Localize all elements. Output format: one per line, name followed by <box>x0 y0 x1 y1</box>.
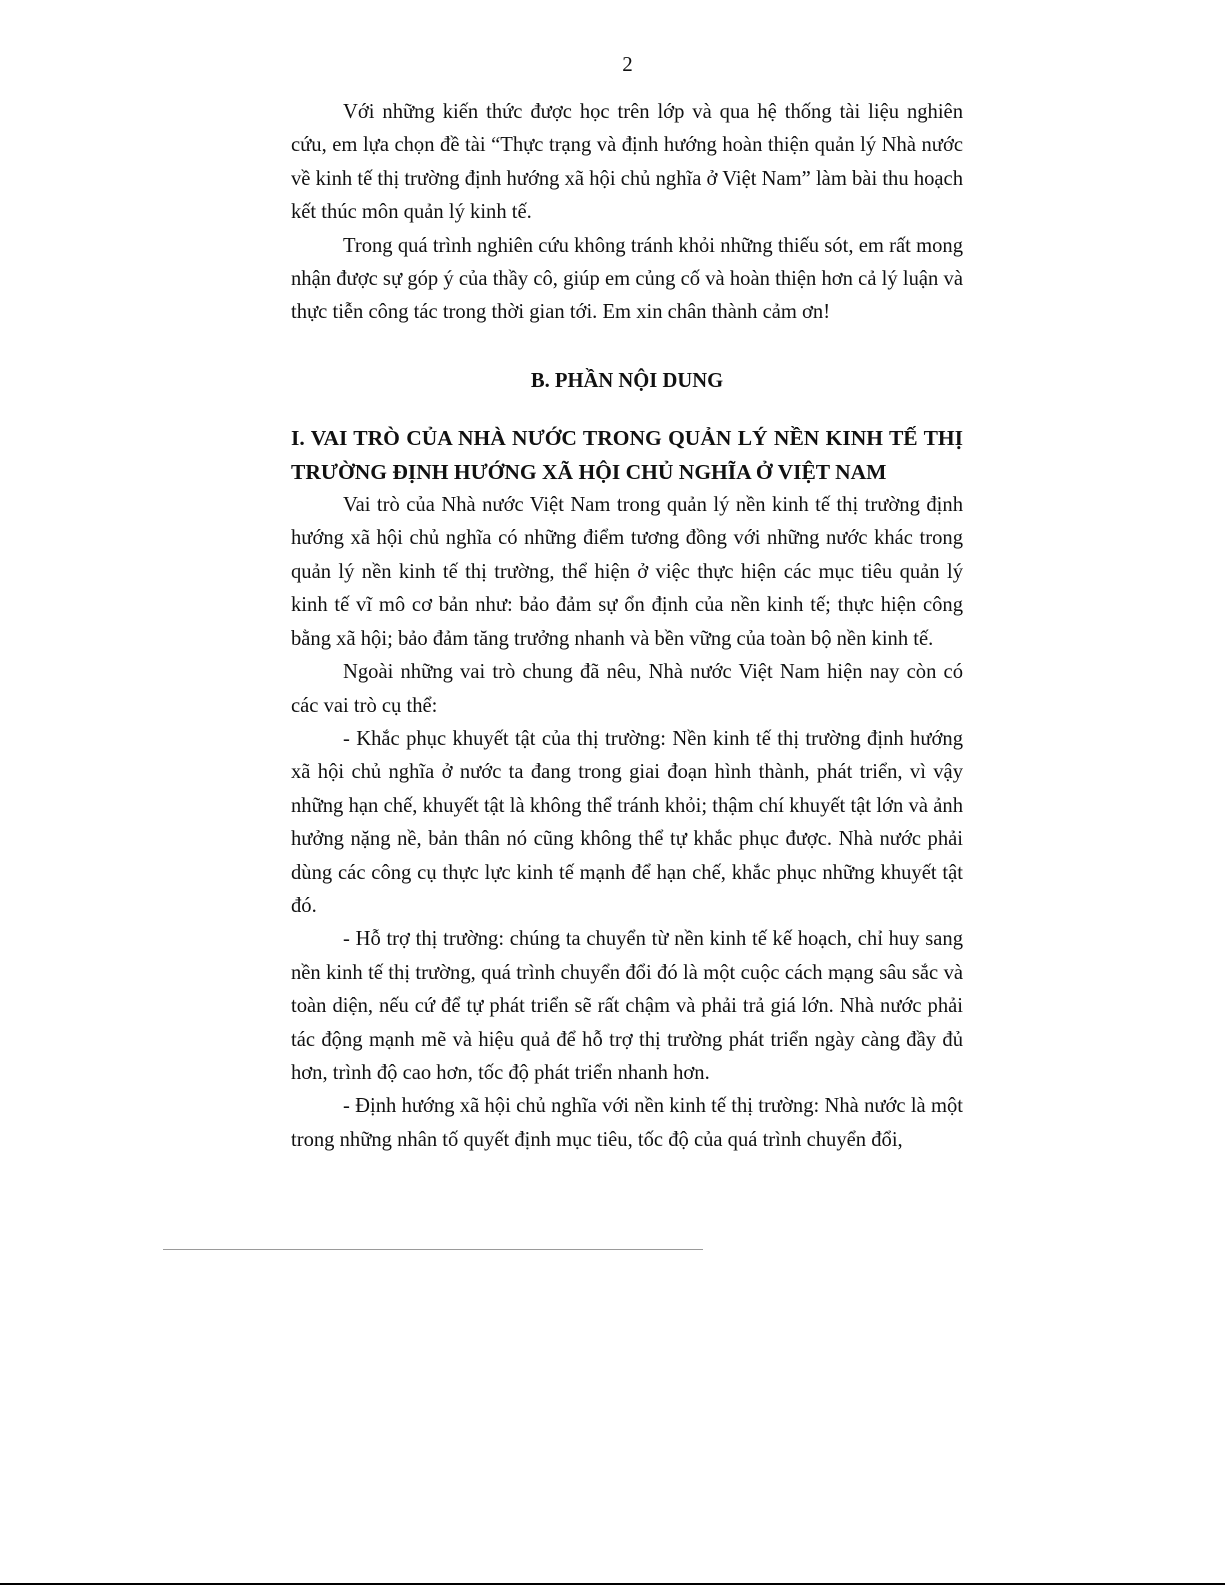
body-paragraph: - Hỗ trợ thị trường: chúng ta chuyển từ nền kinh tế kế hoạch, chỉ huy sang nền kinh tế thị trường, quá trình chuyển đổi đó là một cuộc cách mạng sâu sắc và toàn diện, nếu cứ để tự phát triển sẽ rất chậm và phải trả giá lớn. Nhà nước phải tác động mạnh mẽ và hiệu quả để hỗ trợ thị trường phát triển ngày càng đầy đủ hơn, trình độ cao hơn, tốc độ phát triển nhanh hơn. <box>291 928 963 1084</box>
intro-paragraph: Trong quá trình nghiên cứu không tránh khỏi những thiếu sót, em rất mong nhận được sự góp ý của thầy cô, giúp em củng cố và hoàn thiện hơn cả lý luận và thực tiễn công tác trong thời gian tới. Em xin chân thành cảm ơn! <box>291 234 963 324</box>
body-paragraph: - Khắc phục khuyết tật của thị trường: Nền kinh tế thị trường định hướng xã hội chủ nghĩa ở nước ta đang trong giai đoạn hình thành, phát triển, vì vậy những hạn chế, khuyết tật là không thể tránh khỏi; thậm chí khuyết tật lớn và ảnh hưởng nặng nề, bản thân nó cũng không thể tự khắc phục được. Nhà nước phải dùng các công cụ thực lực kinh tế mạnh để hạn chế, khắc phục những khuyết tật đó. <box>291 727 963 917</box>
body-paragraph: - Định hướng xã hội chủ nghĩa với nền kinh tế thị trường: Nhà nước là một trong những nhân tố quyết định mục tiêu, tốc độ của quá trình chuyển đổi, <box>291 1095 963 1151</box>
document-body <box>291 96 963 1157</box>
body-paragraph: Ngoài những vai trò chung đã nêu, Nhà nước Việt Nam hiện nay còn có các vai trò cụ thể: <box>291 661 963 717</box>
section-title: B. PHẦN NỘI DUNG <box>530 369 724 392</box>
footer-separator-line <box>163 1249 703 1250</box>
intro-paragraph: Với những kiến thức được học trên lớp và qua hệ thống tài liệu nghiên cứu, em lựa chọn đề tài “Thực trạng và định hướng hoàn thiện quản lý Nhà nước về kinh tế thị trường định hướng xã hội chủ nghĩa ở Việt Nam” làm bài thu hoạch kết thúc môn quản lý kinh tế. <box>291 101 963 224</box>
body-paragraph: Vai trò của Nhà nước Việt Nam trong quản lý nền kinh tế thị trường định hướng xã hội chủ nghĩa có những điểm tương đồng với những nước khác trong quản lý nền kinh tế thị trường, thể hiện ở việc thực hiện các mục tiêu quản lý kinh tế vĩ mô cơ bản như: bảo đảm sự ổn định của nền kinh tế; thực hiện công bằng xã hội; bảo đảm tăng trưởng nhanh và bền vững của toàn bộ nền kinh tế. <box>291 494 963 650</box>
page-number: 2 <box>622 52 633 76</box>
chapter-title: I. VAI TRÒ CỦA NHÀ NƯỚC TRONG QUẢN LÝ NỀN KINH TẾ THỊ TRƯỜNG ĐỊNH HƯỚNG XÃ HỘI CHỦ NGHĨA Ở VIỆT NAM <box>291 426 963 484</box>
